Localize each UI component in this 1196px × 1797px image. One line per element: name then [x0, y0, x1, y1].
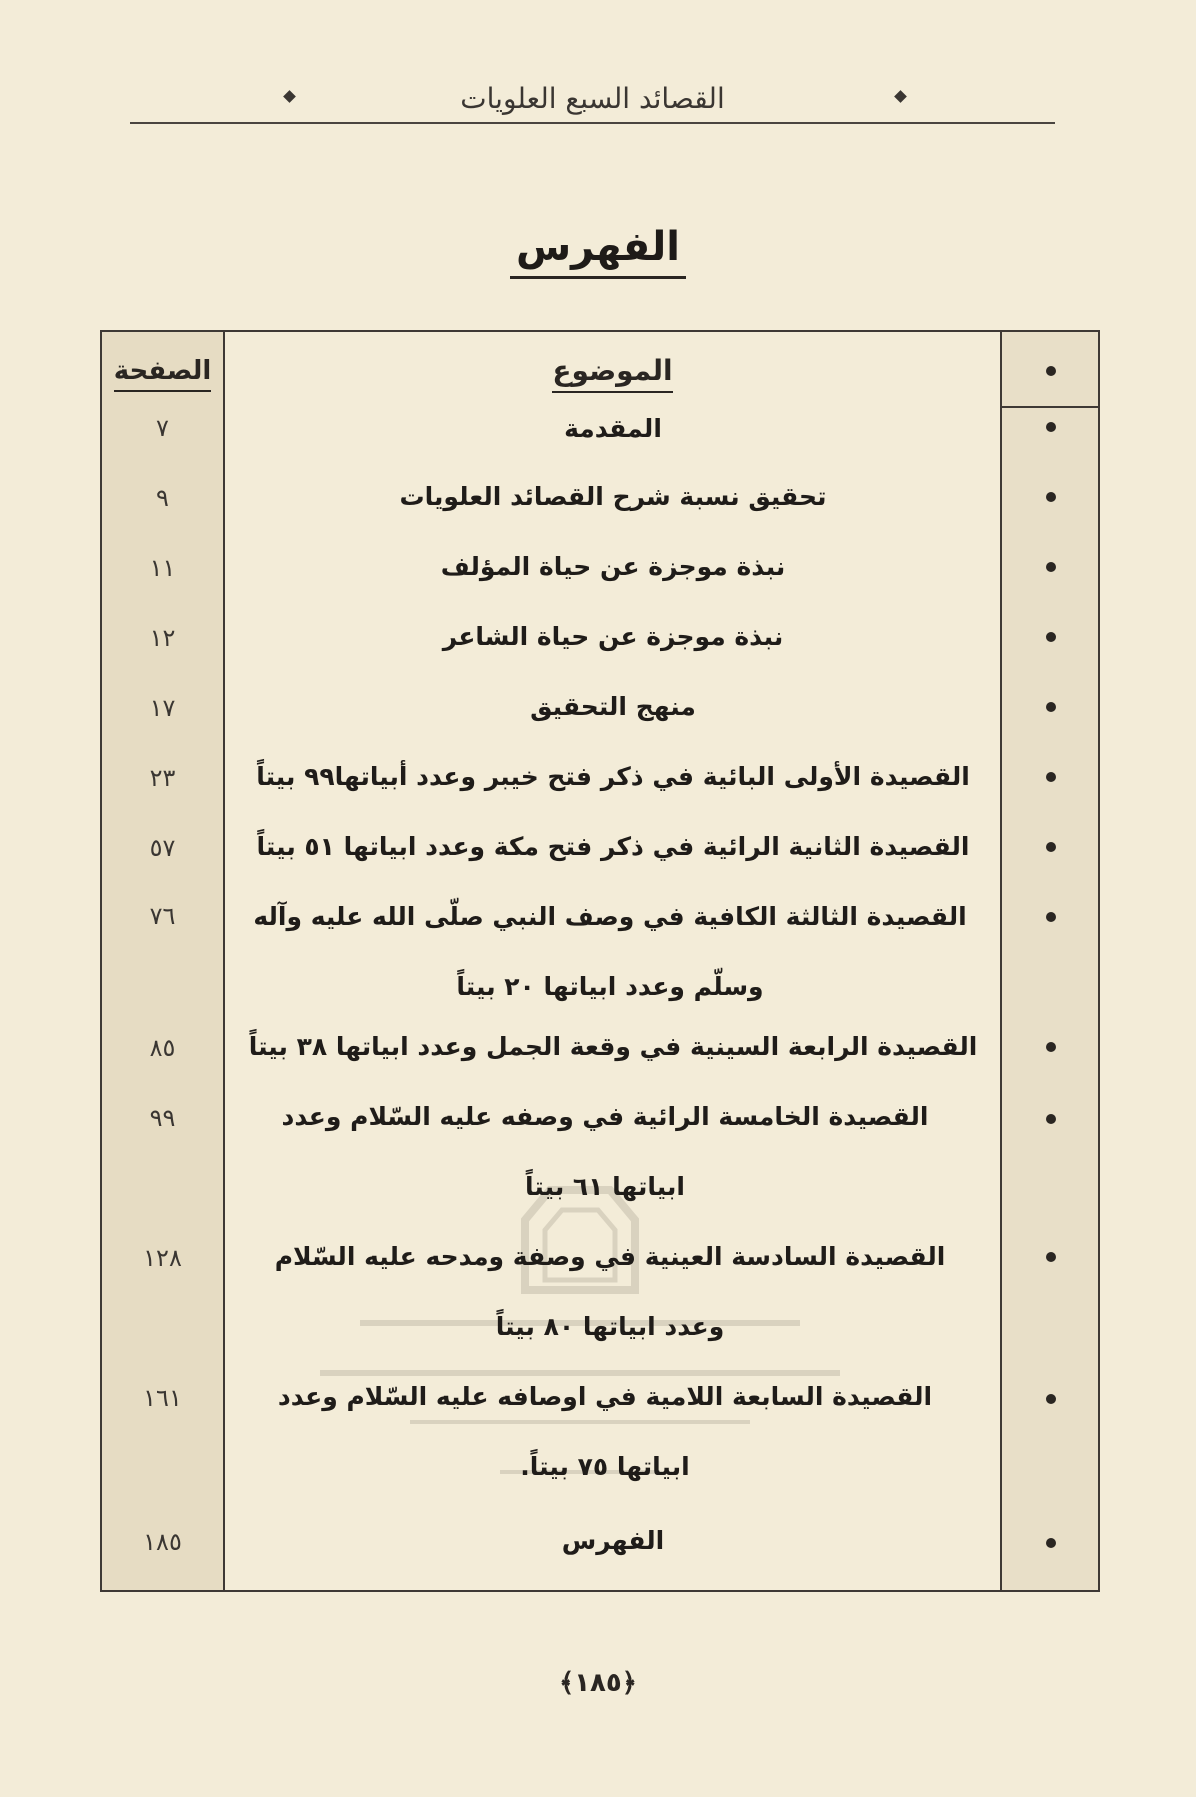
- toc-row-title: الفهرس: [561, 1526, 665, 1555]
- toc-row-title: تحقيق نسبة شرح القصائد العلويات: [399, 482, 827, 511]
- toc-row-title: نبذة موجزة عن حياة الشاعر: [442, 622, 784, 651]
- bullet-icon: [1002, 1114, 1098, 1124]
- toc-row-title: القصيدة الخامسة الرائية في وصفه عليه السّلام وعدد ابياتها ٦١ بيتاً: [281, 1102, 929, 1201]
- toc-row-page: ١٧: [149, 694, 176, 722]
- toc-row-title: القصيدة الأولى البائية في ذكر فتح خيبر وعدد أبياتها٩٩ بيتاً: [256, 762, 970, 791]
- topic-column-header: [223, 354, 1002, 387]
- bullet-icon: [1002, 562, 1098, 572]
- toc-row-page: ١٨٥: [143, 1528, 182, 1556]
- bullet-icon: [1002, 772, 1098, 782]
- bullet-icon: [1002, 1042, 1098, 1052]
- toc-row-title: القصيدة الثالثة الكافية في وصف النبي صلّى الله عليه وآله وسلّم وعدد ابياتها ٢٠ بيتاً: [253, 902, 967, 1001]
- toc-row-title: القصيدة الثانية الرائية في ذكر فتح مكة وعدد ابياتها ٥١ بيتاً: [256, 832, 970, 861]
- bullet-icon: [1002, 912, 1098, 922]
- bullet-icon: [1002, 492, 1098, 502]
- toc-row-page: ٨٥: [149, 1034, 176, 1062]
- running-header-title: القصائد السبع العلويات: [460, 82, 725, 115]
- bullet-icon: [1002, 422, 1098, 432]
- column-divider: [223, 332, 225, 1590]
- toc-row-title: القصيدة السادسة العينية في وصفة ومدحه عليه السّلام وعدد ابياتها ٨٠ بيتاً: [274, 1242, 946, 1341]
- toc-row-page: ٩٩: [149, 1104, 176, 1132]
- page-column-header-label: الصفحة: [114, 356, 212, 392]
- page-title: [0, 224, 1196, 270]
- bullet-icon: [1002, 1394, 1098, 1404]
- bullet-icon: [1002, 1538, 1098, 1548]
- page-column-header: [102, 356, 223, 386]
- toc-row-page: ٢٣: [149, 764, 176, 792]
- toc-table: [100, 330, 1100, 1592]
- page-title-text: الفهرس: [510, 224, 686, 279]
- toc-row-page: ١٢: [149, 624, 176, 652]
- toc-row-title: المقدمة: [564, 414, 662, 443]
- toc-row-title: القصيدة الرابعة السينية في وقعة الجمل وعدد ابياتها ٣٨ بيتاً: [248, 1032, 978, 1061]
- toc-row-page: ١١: [149, 554, 176, 582]
- toc-row-title: القصيدة السابعة اللامية في اوصافه عليه السّلام وعدد ابياتها ٧٥ بيتاً.: [277, 1382, 933, 1481]
- running-header: [130, 78, 1055, 124]
- toc-row-page: ٩: [156, 484, 169, 512]
- bullet-icon: [1002, 842, 1098, 852]
- toc-row-page: ٧٦: [149, 902, 176, 930]
- toc-row-page: ١٢٨: [143, 1244, 182, 1272]
- toc-row-page: ٥٧: [149, 834, 176, 862]
- bullet-icon: [1002, 366, 1098, 376]
- bullet-icon: [1002, 702, 1098, 712]
- toc-row-page: ٧: [156, 414, 169, 442]
- page-number: ﴿١٨٥﴾: [558, 1668, 638, 1698]
- toc-row-title: منهج التحقيق: [530, 692, 696, 721]
- toc-row-title: نبذة موجزة عن حياة المؤلف: [440, 552, 786, 581]
- header-divider: [1002, 406, 1098, 408]
- bullet-icon: [1002, 1252, 1098, 1262]
- toc-row-page: ١٦١: [143, 1384, 182, 1412]
- topic-column-header-label: الموضوع: [552, 354, 672, 393]
- bullet-icon: [1002, 632, 1098, 642]
